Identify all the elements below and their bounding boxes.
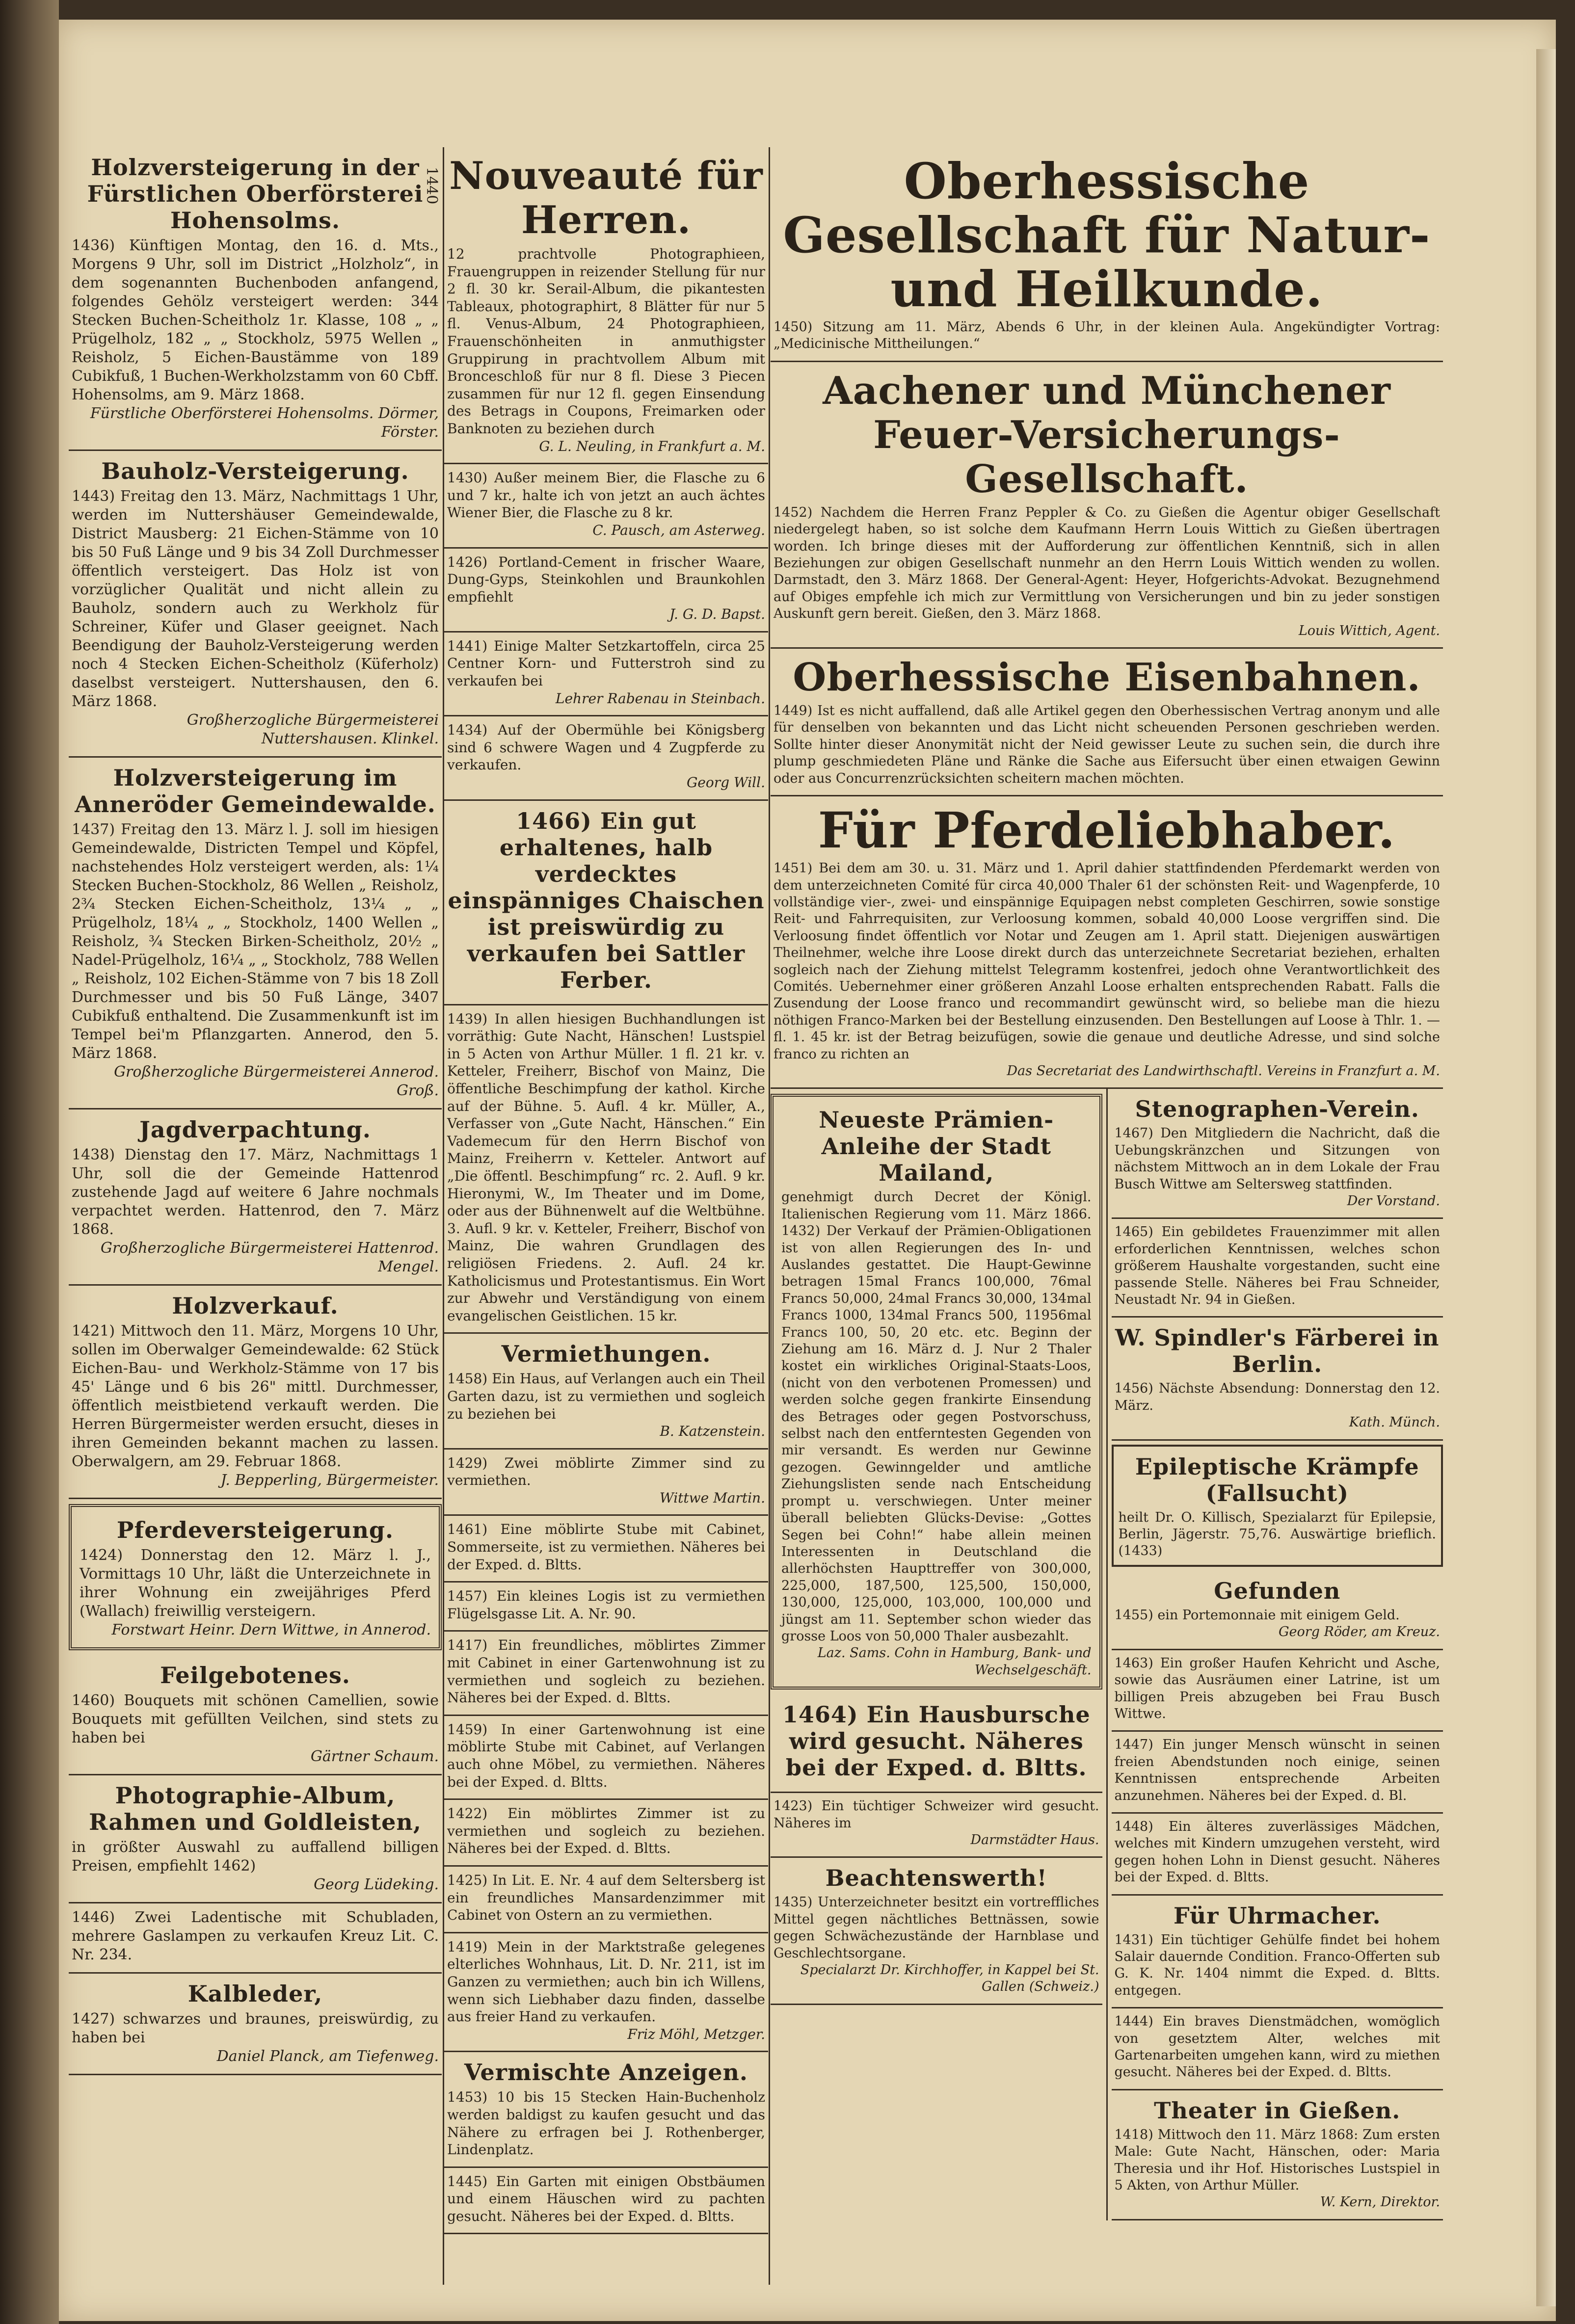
notice-text: 1455) ein Portemonnaie mit einigem Geld.	[1114, 1607, 1400, 1623]
notice-heading: Feilgebotenes.	[160, 1662, 350, 1689]
notice-heading: 1464) Ein Hausbursche wird gesucht. Näheres bei der Exped. d. Bltts.	[782, 1701, 1091, 1781]
notice	[69, 1974, 442, 2075]
book-spine	[0, 0, 59, 2324]
notice-text: 1443) Freitag den 13. März, Nachmittags 1 Uhr, werden im Nuttershäuser Gemeindewalde, District Mausberg: 21 Eichen-Stämme von 10 bis 50 Fuß Länge und 9 bis 34 Zoll Durchmesser öffentlich versteigert. Das Holz ist von vorzüglicher Qualität und nicht allein zu Bauholz, sondern auch zu Werkholz für Schreiner, Küfer und Glaser geeignet. Nach Beendigung der Bauholz-Versteigerung werden noch 4 Stecken Eichen-Scheitholz (Küferholz) daselbst versteigert. Nuttershausen, den 6. März 1868.	[72, 488, 439, 710]
notice-signature: Wittwe Martin.	[659, 1489, 765, 1506]
column-right-left	[771, 1089, 1108, 2220]
notice	[771, 1094, 1102, 1690]
notice	[444, 1800, 768, 1867]
notice	[69, 1775, 442, 1903]
notice-signature: Großherzogliche Bürgermeisterei Annerod. Groß.	[114, 1063, 439, 1099]
notice-signature: G. L. Neuling, in Frankfurt a. M.	[539, 438, 765, 454]
notice-heading: Nouveauté für Herren.	[449, 154, 763, 242]
notice-heading: Vermiethungen.	[501, 1341, 711, 1368]
notice-text: 1417) Ein freundliches, möblirtes Zimmer mit Cabinet in einer Gartenwohnung ist zu vermiethen und sogleich zu beziehen. Näheres bei der Exped. d. Bltts.	[447, 1637, 765, 1706]
notice-signature: Lehrer Rabenau in Steinbach.	[555, 690, 765, 707]
notice	[771, 1694, 1102, 1793]
notice-text: 1451) Bei dem am 30. u. 31. März und 1. April dahier stattfindenden Pferdemarkt werden von dem unterzeichneten Comité für circa 40,000 Thaler 61 der schönsten Reit- und Wagenpferde, 10 vollständige vier-, zwei- und einspännige Equipagen nebst completen Geschirren, sowie sonstige Reit- und Fahrrequisiten, zur Verloosung kommen, sobald 40,000 Loose vergriffen sind. Die Verloosung findet öffentlich vor Notar und Zeugen am 1. April statt. Diejenigen auswärtigen Theilnehmer, welche ihre Loose direkt durch das unterzeichnete Secretariat beziehen, erhalten sogleich nach der Ziehung mittelst Telegramm kostenfrei, jedoch ohne Verantwortlichkeit des Comités. Uebernehmer einer größeren Anzahl Loose erhalten entsprechenden Rabatt. Falls die Zusendung der Loose franco und recommandirt gewünscht wird, so beliebe man die hiezu nöthigen Franco-Marken bei der Bestellung einzusenden. Den Bestellungen auf Loose à Thlr. 1. — fl. 1. 45 kr. ist der Betrag beizufügen, sowie die genaue und deutliche Adresse, und sind solche franco zu richten an	[774, 861, 1440, 1062]
notice-heading: Für Pferdeliebhaber.	[818, 801, 1396, 860]
notice-signature: B. Katzenstein.	[660, 1423, 765, 1440]
notice	[1112, 2008, 1443, 2090]
notice	[444, 1450, 768, 1516]
notice-signature: Fürstliche Oberförsterei Hohensolms. Dörmer, Förster.	[90, 405, 439, 441]
notice	[1112, 2090, 1443, 2220]
notice-signature: Louis Wittich, Agent.	[1298, 623, 1440, 638]
notice-text: heilt Dr. O. Killisch, Spezialarzt für Epilepsie, Berlin, Jägerstr. 75,76. Auswärtige brieflich. (1433)	[1118, 1509, 1436, 1559]
notice-heading: Theater in Gießen.	[1154, 2097, 1401, 2124]
notice-signature: Georg Lüdeking.	[314, 1876, 439, 1893]
notice-text: 1424) Donnerstag den 12. März l. J., Vormittags 10 Uhr, läßt die Unterzeichnete in ihrer Wohnung ein zweijähriges Pferd (Wallach) freiwillig versteigern.	[80, 1547, 431, 1620]
notice-text: 1448) Ein älteres zuverlässiges Mädchen, welches mit Kindern umzugehen versteht, wird gegen hohen Lohn in Dienst gesucht. Näheres bei der Exped. d. Bltts.	[1114, 1819, 1440, 1885]
notice-heading: Beachtenswerth!	[825, 1865, 1047, 1892]
notice	[771, 362, 1443, 649]
notice-signature: Georg Will.	[686, 774, 765, 791]
notice	[1112, 1089, 1443, 1219]
notice-text: 1441) Einige Malter Setzkartoffeln, circa 25 Centner Korn- und Futterstroh sind zu verkaufen bei	[447, 637, 765, 689]
notice-text: 1437) Freitag den 13. März l. J. soll im hiesigen Gemeindewalde, Districten Tempel und Köpfel, nachstehendes Holz versteigert werden, als: 1¼ Stecken Buchen-Stockholz, 86 Wellen „ Reisholz, 2¾ Stecken Eichen-Scheitholz, 13¼ „ „ Prügelholz, 18¼ „ „ Stockholz, 1400 Wellen „ Reisholz, ¾ Stecken Birken-Scheitholz, 20½ „ Nadel-Prügelholz, 16¼ „ „ Stockholz, 788 Wellen „ Reisholz, 102 Eichen-Stämme von 7 bis 18 Zoll Durchmesser und bis 50 Fuß Länge, 3407 Cubikfuß enthaltend. Die Zusammenkunft ist im Tempel bei'm Pflanzgarten. Annerod, den 5. März 1868.	[72, 821, 439, 1062]
notice	[444, 1632, 768, 1716]
notice	[1112, 1896, 1443, 2009]
notice-text: 1444) Ein braves Dienstmädchen, womöglich von gesetztem Alter, welches mit Gartenarbeiten umgehen kann, wird zu miethen gesucht. Näheres bei der Exped. d. Bltts.	[1114, 2014, 1440, 2080]
notice	[444, 716, 768, 800]
column-right	[771, 147, 1443, 2220]
notice	[771, 796, 1443, 1089]
notice-signature: Das Secretariat des Landwirthschaftl. Vereins in Franzfurt a. M.	[1007, 1063, 1440, 1079]
notice-heading: Pferdeversteigerung.	[116, 1517, 394, 1543]
notice-text: 1463) Ein großer Haufen Kehricht und Asche, sowie das Ausräumen einer Latrine, ist um billigen Preis abzugeben bei Frau Busch Wittwe.	[1114, 1655, 1440, 1721]
notice-heading: Epileptische Krämpfe (Fallsucht)	[1135, 1453, 1419, 1506]
notice-text: 1457) Ein kleines Logis ist zu vermiethen Flügelsgasse Lit. A. Nr. 90.	[447, 1588, 765, 1622]
notice	[1112, 1650, 1443, 1732]
notice-text: genehmigt durch Decret der Königl. Italienischen Regierung vom 11. März 1866. 1432) Der Verkauf der Prämien-Obligationen ist von allen Regierungen des In- und Auslandes gestattet. Die Haupt-Gewinne betragen 15mal Francs 100,000, 76mal Francs 50,000, 24mal Francs 30,000, 134mal Francs 1000, 134mal Francs 500, 11956mal Francs 100, 50, 20 etc. etc. Beginn der Ziehung am 16. März d. J. Nur 2 Thaler kostet ein wirkliches Original-Staats-Loos, (nicht von den verbotenen Promessen) und werden solche gegen frankirte Einsendung des Betrages oder gegen Postvorschuss, selbst nach den entferntesten Gegenden von mir versandt. Es werden nur Gewinne gezogen. Gewinngelder und amtliche Ziehungslisten sende nach Entscheidung prompt u. verschwiegen. Unter meiner überall beliebten Glücks-Devise: „Gottes Segen bei Cohn!“ habe allein meinen Interessenten in Deutschland die allerhöchsten Haupttreffer von 300,000, 225,000, 187,500, 125,500, 150,000, 130,000, 125,000, 103,000, 100,000 und jüngst am 11. September schon wieder das grosse Loos von 50,000 Thaler ausbezahlt.	[781, 1189, 1092, 1644]
notice-heading: W. Spindler's Färberei in Berlin.	[1115, 1324, 1440, 1378]
notice	[444, 1005, 768, 1334]
notice-signature: Forstwart Heinr. Dern Wittwe, in Annerod.	[111, 1621, 431, 1638]
notice-heading: Neueste Prämien-Anleihe der Stadt Mailand,	[819, 1107, 1054, 1187]
notice-heading: Holzverkauf.	[172, 1293, 339, 1319]
notice-text: 1458) Ein Haus, auf Verlangen auch ein Theil Garten dazu, ist zu vermiethen und sogleich zu beziehen bei	[447, 1371, 765, 1422]
notice-signature: W. Kern, Direktor.	[1320, 2194, 1440, 2210]
notice	[444, 549, 768, 633]
notice-signature: J. G. D. Bapst.	[669, 606, 765, 623]
page-edge	[1536, 49, 1556, 2306]
column-number: 1440	[423, 167, 440, 205]
notice-text: 1456) Nächste Absendung: Donnerstag den 12. März.	[1114, 1381, 1440, 1413]
notice-text: 1465) Ein gebildetes Frauenzimmer mit allen erforderlichen Kenntnissen, welches schon größerem Haushalte vorgestanden, sucht eine passende Stelle. Näheres bei Frau Schneider, Neustadt Nr. 94 in Gießen.	[1114, 1224, 1440, 1308]
notice-text: 1459) In einer Gartenwohnung ist eine möblirte Stube mit Cabinet, auf Verlangen auch ohne Möbel, zu vermiethen. Näheres bei der Exped. d. Bltts.	[447, 1721, 765, 1790]
notice-text: 1434) Auf der Obermühle bei Königsberg sind 6 schwere Wagen und 4 Zugpferde zu verkaufen.	[447, 722, 765, 773]
notice	[444, 464, 768, 548]
notice-text: 1419) Mein in der Marktstraße gelegenes elterliches Wohnhaus, Lit. D. Nr. 211, ist im Ganzen zu vermiethen; auch bin ich Willens, wenn sich Liebhaber dazu finden, dasselbe aus freier Hand zu verkaufen.	[447, 1938, 765, 2025]
notice	[69, 1903, 442, 1974]
notice-text: 1423) Ein tüchtiger Schweizer wird gesucht. Näheres im	[774, 1798, 1099, 1831]
notice-text: 1445) Ein Garten mit einigen Obstbäumen und einem Häuschen wird zu pachten gesucht. Näheres bei der Exped. d. Bltts.	[447, 2173, 765, 2224]
notice-text: 1431) Ein tüchtiger Gehülfe findet bei hohem Salair dauernde Condition. Franco-Offerten sub G. K. Nr. 1404 nimmt die Exped. d. Bltts. entgegen.	[1114, 1932, 1440, 1998]
notice-text: 1446) Zwei Ladentische mit Schubladen, mehrere Gaslampen zu verkaufen Kreuz Lit. C. Nr. 234.	[72, 1909, 439, 1963]
notice	[1112, 1445, 1443, 1567]
column-right-split	[771, 1089, 1443, 2220]
notice-text: 1425) In Lit. E. Nr. 4 auf dem Seltersberg ist ein freundliches Mansardenzimmer mit Cabinet von Ostern an zu vermiethen.	[447, 1872, 765, 1924]
notice-signature: C. Pausch, am Asterweg.	[592, 522, 765, 538]
column-rule	[769, 147, 770, 2285]
notice	[444, 1716, 768, 1800]
notice	[444, 1334, 768, 1449]
notice	[444, 2052, 768, 2167]
notice	[444, 1933, 768, 2053]
notice-signature: Daniel Planck, am Tiefenweg.	[216, 2048, 439, 2065]
notice	[69, 1655, 442, 1775]
notice-heading: Holzversteigerung im Anneröder Gemeindewalde.	[75, 765, 436, 818]
notice	[69, 758, 442, 1109]
notice-signature: Friz Möhl, Metzger.	[627, 2026, 765, 2042]
notice-text: 1429) Zwei möblirte Zimmer sind zu vermiethen.	[447, 1454, 765, 1489]
notice-signature: Gärtner Schaum.	[310, 1748, 439, 1765]
notice-heading: Für Uhrmacher.	[1173, 1902, 1381, 1929]
notice	[444, 2168, 768, 2235]
notice-heading: Oberhessische Gesellschaft für Natur- und Heilkunde.	[783, 152, 1431, 318]
notice-text: 1438) Dienstag den 17. März, Nachmittags 1 Uhr, soll die der Gemeinde Hattenrod zustehende Jagd auf weitere 6 Jahre nochmals verpachtet werden. Hattenrod, den 7. März 1868.	[72, 1146, 439, 1238]
notice	[444, 633, 768, 716]
notice	[444, 801, 768, 1005]
notice	[1112, 1732, 1443, 1814]
notice	[69, 1504, 442, 1650]
notice-text: 12 prachtvolle Photographieen, Frauengruppen in reizender Stellung für nur 2 fl. 30 kr. Serail-Album, die pikantesten Tableaux, photographirt, 8 Blätter für nur 5 fl. Venus-Album, 24 Photographieen, Frauenschönheiten in anmuthigster Gruppirung in prachtvollem Album mit Bronceschloß für nur 8 fl. Diese 3 Piecen zusammen für nur 12 fl. gegen Einsendung des Betrags in Coupons, Freimarken oder Banknoten zu beziehen durch	[447, 246, 765, 437]
notice-text: 1435) Unterzeichneter besitzt ein vortreffliches Mittel gegen nächtliches Bettnässen, sowie gegen Schwächezustände der Harnblase und Geschlechtsorgane.	[774, 1895, 1099, 1961]
notice-heading: 1466) Ein gut erhaltenes, halb verdecktes einspänniges Chaischen ist preiswürdig zu verkaufen bei Sattler Ferber.	[448, 807, 765, 993]
notice-text: 1421) Mittwoch den 11. März, Morgens 10 Uhr, sollen im Oberwalger Gemeindewalde: 62 Stück Eichen-Bau- und Werkholz-Stämme von 17 bis 45' Länge und 6 bis 26" mittl. Durchmesser, öffentlich meistbietend verkauft werden. Die Herren Bürgermeister werden ersucht, dieses in ihren Gemeinden bekannt machen zu lassen. Oberwalgern, am 29. Februar 1868.	[72, 1322, 439, 1470]
notice-signature: Kath. Münch.	[1349, 1415, 1440, 1430]
notice-signature: Specialarzt Dr. Kirchhoffer, in Kappel bei St. Gallen (Schweiz.)	[800, 1962, 1099, 1995]
notice-heading: Stenographen-Verein.	[1135, 1096, 1419, 1123]
notice-heading: Jagdverpachtung.	[139, 1116, 371, 1143]
notice-text: 1447) Ein junger Mensch wünscht in seinen freien Abendstunden noch einige, seinen Kenntnissen entsprechende Arbeiten anzunehmen. Näheres bei der Exped. d. Bl.	[1114, 1737, 1440, 1803]
notice-text: 1452) Nachdem die Herren Franz Peppler & Co. zu Gießen die Agentur obiger Gesellschaft niedergelegt haben, so ist solche dem Kaufmann Herrn Louis Wittich zu Gießen übertragen worden. Ich bringe dieses mit der Aufforderung zur öffentlichen Kenntniß, sich in allen Beziehungen zur obigen Gesellschaft nunmehr an den Herrn Louis Wittich wenden zu wollen. Darmstadt, den 3. März 1868. Der General-Agent: Heyer, Hofgerichts-Advokat. Bezugnehmend auf Obiges empfehle ich mich zur Vermittlung von Versicherungen und bin zu jeder sonstigen Auskunft gern bereit. Gießen, den 3. März 1868.	[774, 504, 1440, 622]
notice	[444, 1516, 768, 1583]
notice-heading: Oberhessische Eisenbahnen.	[793, 655, 1421, 700]
notice-heading: Vermischte Anzeigen.	[464, 2059, 748, 2086]
notice-signature: Georg Röder, am Kreuz.	[1278, 1624, 1440, 1640]
notice	[1112, 1571, 1443, 1650]
notice	[771, 1793, 1102, 1858]
notice-text: 1450) Sitzung am 11. März, Abends 6 Uhr, in der kleinen Aula. Angekündigter Vortrag: „Medicinische Mittheilungen.“	[774, 319, 1440, 352]
notice-text: 1467) Den Mitgliedern die Nachricht, daß die Uebungskränzchen und Sitzungen von nächstem Mittwoch an in dem Lokale der Frau Busch Wittwe am Seltersweg stattfinden.	[1114, 1126, 1440, 1192]
notice	[771, 649, 1443, 796]
notice-text: 1426) Portland-Cement in frischer Waare, Dung-Gyps, Steinkohlen und Braunkohlen empfiehlt	[447, 554, 765, 605]
notice-signature: J. Bepperling, Bürgermeister.	[220, 1472, 439, 1489]
notice	[69, 1286, 442, 1499]
notice-signature: Großherzogliche Bürgermeisterei Nuttershausen. Klinkel.	[187, 712, 439, 747]
notice-heading: Bauholz-Versteigerung.	[101, 458, 409, 484]
notice	[1112, 1219, 1443, 1318]
notice-text: in größter Auswahl zu auffallend billigen Preisen, empfiehlt 1462)	[72, 1839, 439, 1875]
notice-signature: Großherzogliche Bürgermeisterei Hattenrod. Mengel.	[100, 1240, 439, 1275]
notice-signature: Darmstädter Haus.	[970, 1832, 1099, 1848]
notice-heading: Kalbleder,	[187, 1981, 323, 2007]
column-right-right	[1108, 1089, 1443, 2220]
notice	[771, 147, 1443, 362]
column-left	[69, 147, 442, 2075]
notice-heading: Gefunden	[1214, 1577, 1341, 1604]
notice	[1112, 1318, 1443, 1440]
notice-text: 1439) In allen hiesigen Buchhandlungen ist vorräthig: Gute Nacht, Hänschen! Lustspiel in 5 Acten von Arthur Müller. 1 fl. 21 kr. v. Ketteler, Freiherr, Bischof von Mainz, Die öffentliche Beschimpfung der kathol. Kirche auf der Bühne. 5. Aufl. 4 kr. Müller, A., Verfasser von „Gute Nacht, Hänschen.“ Ein Vademecum für den Herrn Bischof von Mainz, Freiherrn v. Ketteler. Antwort auf „Die öffentl. Beschimpfung“ rc. 2. Aufl. 9 kr. Hieronymi, W., Im Theater und im Dome, oder aus der Bühnenwelt auf die Weltbühne. 3. Aufl. 9 kr. v. Ketteler, Freiherr, Bischof von Mainz, Die wahren Grundlagen des religiösen Friedens. 2. Aufl. 24 kr. Katholicismus und Protestantismus. Ein Wort zur Abwehr und Verständigung von einem evangelischen Geistlichen. 15 kr.	[447, 1010, 765, 1324]
notice	[771, 1858, 1102, 2005]
notice-text: 1418) Mittwoch den 11. März 1868: Zum ersten Male: Gute Nacht, Hänschen, oder: Maria Theresia und ihr Hof. Historisches Lustspiel in 5 Akten, von Arthur Müller.	[1114, 2127, 1440, 2193]
notice	[444, 1867, 768, 1933]
notice	[69, 451, 442, 758]
notice-text: 1460) Bouquets mit schönen Camellien, sowie Bouquets mit gefüllten Veilchen, sind stets zu haben bei	[72, 1692, 439, 1746]
notice-text: 1430) Außer meinem Bier, die Flasche zu 6 und 7 kr., halte ich von jetzt an auch ächtes Wiener Bier, die Flasche zu 8 kr.	[447, 470, 765, 521]
notice-text: 1449) Ist es nicht auffallend, daß alle Artikel gegen den Oberhessischen Vertrag anonym und alle für denselben von bekannten und das Licht nicht scheuenden Personen geschrieben werden. Sollte hinter dieser Anonymität nicht der Neid gewisser Leute zu suchen sein, die durch ihre plump geschmiedeten Pläne und Ränke die Sache aus Eifersucht über einen etwaigen Gewinn oder aus Concurrenzrücksichten scheitern machen möchten.	[774, 703, 1440, 786]
notice-heading: Photographie-Album, Rahmen und Goldleisten,	[89, 1782, 422, 1835]
notice-signature: Der Vorstand.	[1347, 1193, 1440, 1209]
notice	[444, 147, 768, 464]
notice-text: 1436) Künftigen Montag, den 16. d. Mts., Morgens 9 Uhr, soll im District „Holzholz“, in dem sogenannten Buchenboden anfangend, folgendes Gehölz versteigert werden: 344 Stecken Buchen-Scheitholz 1r. Klasse, 108 „ „ Prügelholz, 182 „ „ Stockholz, 5975 Wellen „ Reisholz, 5 Eichen-Baustämme von 189 Cubikfuß, 1 Buchen-Werkholzstamm von 60 Cbff. Hohensolms, am 9. März 1868.	[72, 237, 439, 403]
notice-heading: Holzversteigerung in der Fürstlichen Oberförsterei Hohensolms.	[87, 154, 424, 234]
notice-text: 1427) schwarzes und braunes, preiswürdig, zu haben bei	[72, 2010, 439, 2046]
notice	[69, 1109, 442, 1286]
notice-signature: Laz. Sams. Cohn in Hamburg, Bank- und Wechselgeschäft.	[817, 1645, 1092, 1678]
notice	[444, 1583, 768, 1632]
notice-text: 1461) Eine möblirte Stube mit Cabinet, Sommerseite, ist zu vermiethen. Näheres bei der Exped. d. Bltts.	[447, 1521, 765, 1573]
notice-text: 1422) Ein möblirtes Zimmer ist zu vermiethen und sogleich zu beziehen. Näheres bei der Exped. d. Bltts.	[447, 1805, 765, 1857]
notice	[69, 147, 442, 451]
column-right-top	[771, 147, 1443, 1089]
notice-text: 1453) 10 bis 15 Stecken Hain-Buchenholz werden baldigst zu kaufen gesucht und das Nähere zu erfragen bei J. Rothenberger, Lindenplatz.	[447, 2089, 765, 2158]
column-middle	[444, 147, 768, 2234]
notice-heading: Aachener und Münchener Feuer-Versicherungs-Gesellschaft.	[823, 368, 1391, 502]
notice	[1112, 1814, 1443, 1896]
